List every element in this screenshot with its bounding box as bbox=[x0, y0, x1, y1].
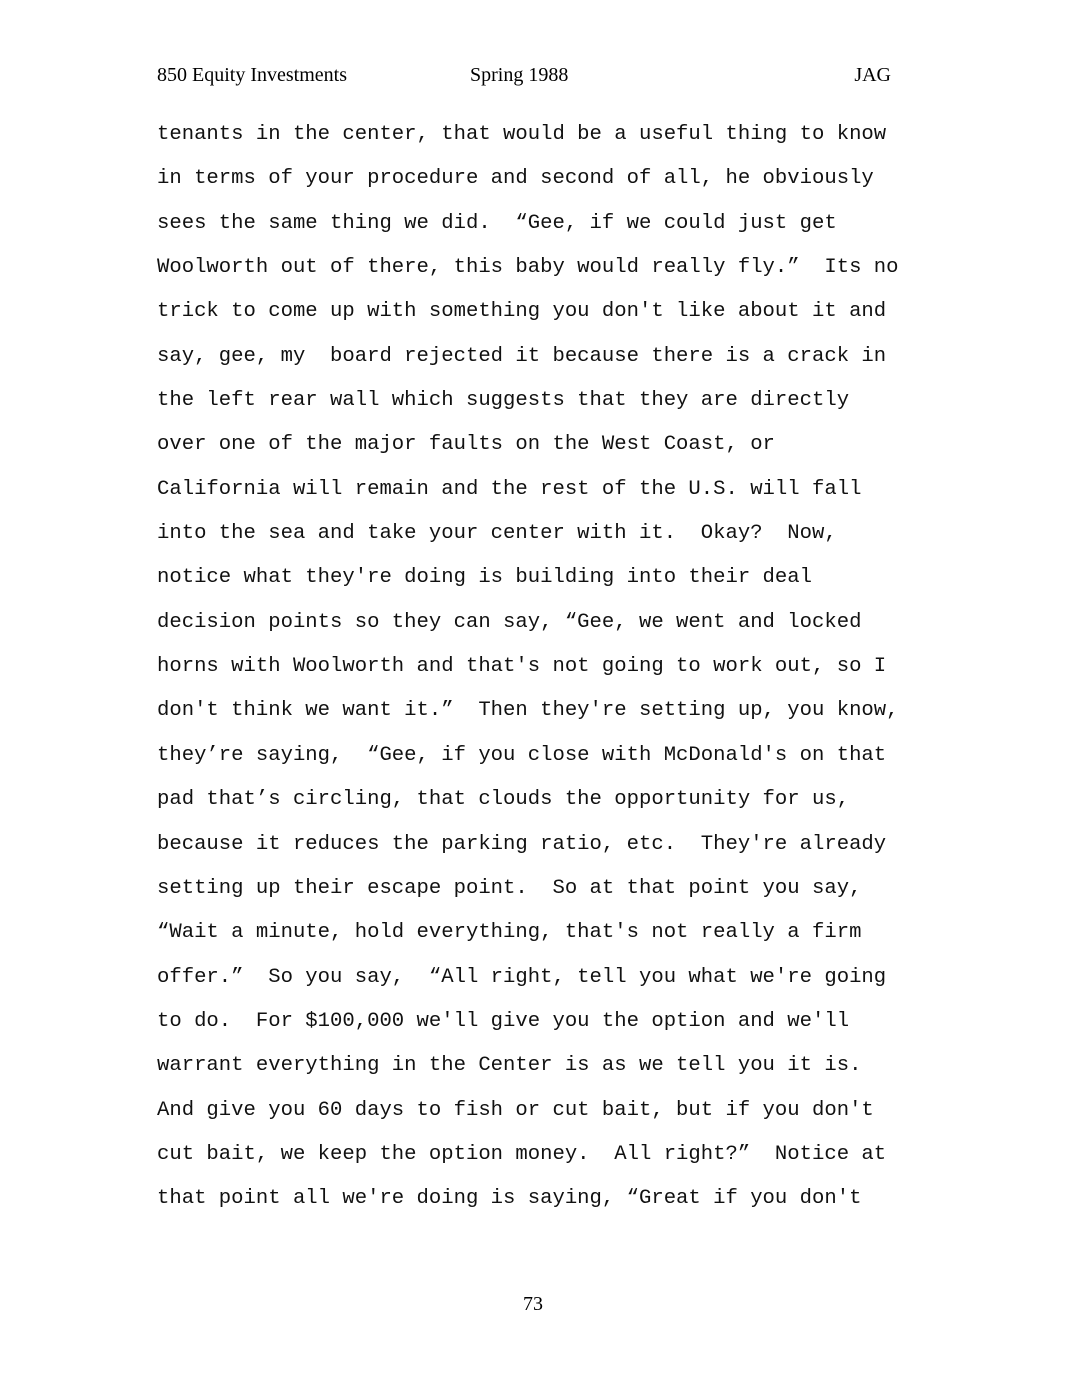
text-line: say, gee, my board rejected it because there is a crack in bbox=[157, 344, 887, 368]
text-line: into the sea and take your center with it. Okay? Now, bbox=[157, 522, 837, 546]
text-line: California will remain and the rest of the U.S. will fall bbox=[157, 477, 862, 501]
header-term: Spring 1988 bbox=[470, 64, 569, 86]
text-line: because it reduces the parking ratio, etc. They're already bbox=[157, 832, 887, 856]
text-line: notice what they're doing is building into their deal bbox=[157, 566, 812, 590]
text-line: tenants in the center, that would be a useful thing to know bbox=[157, 123, 887, 146]
text-line: don't think we want it.” Then they're setting up, you know, bbox=[157, 699, 899, 723]
text-line: Woolworth out of there, this baby would really fly.” Its no bbox=[157, 256, 899, 280]
text-line: decision points so they can say, “Gee, we went and locked bbox=[157, 610, 862, 634]
text-line: And give you 60 days to fish or cut bait, but if you don't bbox=[157, 1098, 874, 1122]
text-line: in terms of your procedure and second of all, he obviously bbox=[157, 167, 874, 191]
text-line: trick to come up with something you don't like about it and bbox=[157, 300, 887, 324]
header-initials: JAG bbox=[854, 64, 891, 86]
text-line: that point all we're doing is saying, “Great if you don't bbox=[157, 1187, 862, 1211]
text-line: to do. For $100,000 we'll give you the option and we'll bbox=[157, 1009, 850, 1033]
text-line: pad that’s circling, that clouds the opportunity for us, bbox=[157, 788, 850, 812]
text-line: horns with Woolworth and that's not going to work out, so I bbox=[157, 655, 887, 679]
header-course-title: 850 Equity Investments bbox=[157, 64, 347, 86]
text-line: offer.” So you say, “All right, tell you what we're going bbox=[157, 965, 887, 989]
text-line: sees the same thing we did. “Gee, if we could just get bbox=[157, 211, 837, 235]
text-line: warrant everything in the Center is as we tell you it is. bbox=[157, 1054, 862, 1078]
text-line: over one of the major faults on the West Coast, or bbox=[157, 433, 775, 457]
text-line: they’re saying, “Gee, if you close with McDonald's on that bbox=[157, 743, 887, 767]
text-line: the left rear wall which suggests that they are directly bbox=[157, 389, 850, 413]
text-line: “Wait a minute, hold everything, that's not really a firm bbox=[157, 921, 862, 945]
transcript-body bbox=[157, 113, 937, 1222]
page-number: 73 bbox=[523, 1293, 543, 1315]
text-line: setting up their escape point. So at that point you say, bbox=[157, 876, 862, 900]
page-header bbox=[157, 64, 891, 88]
text-line: cut bait, we keep the option money. All right?” Notice at bbox=[157, 1142, 887, 1166]
